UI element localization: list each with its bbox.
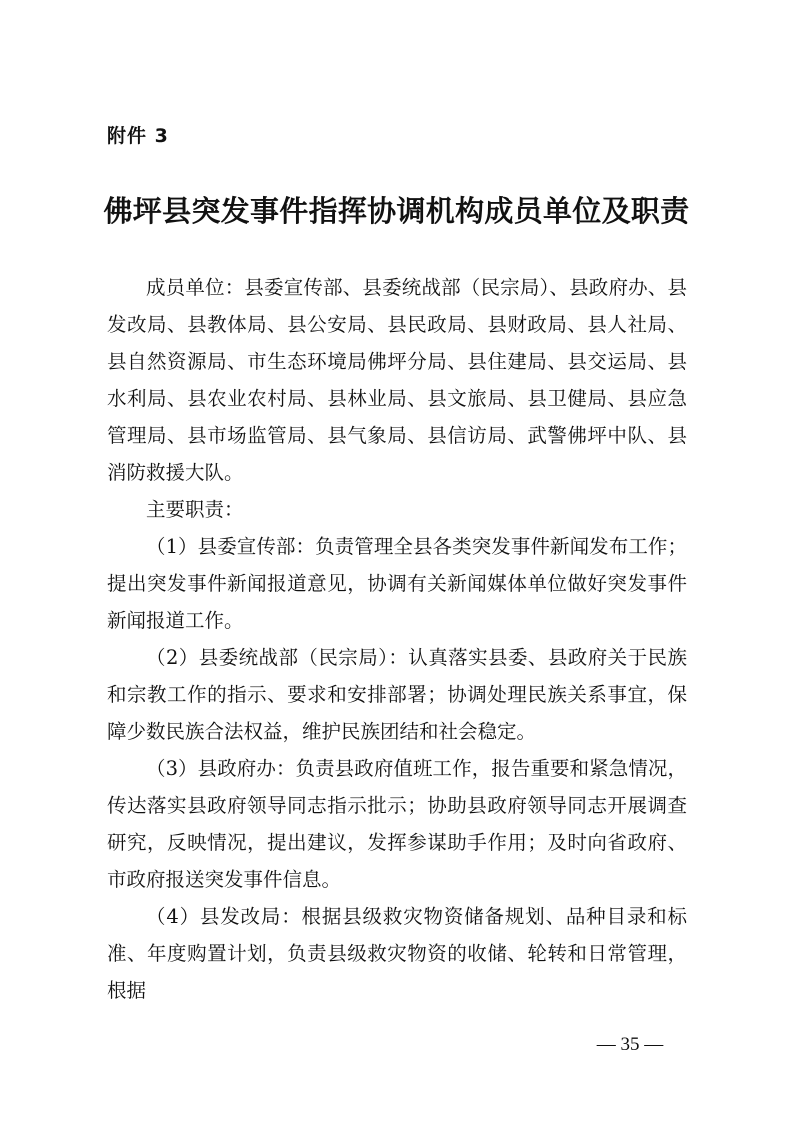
main-duties-heading: 主要职责：: [146, 498, 244, 521]
attachment-label: 附件 3: [107, 125, 169, 147]
page-number: — 35 —: [596, 1034, 664, 1055]
document-body: [107, 269, 687, 1009]
duty-paragraph-3: （3）县政府办：负责县政府值班工作，报告重要和紧急情况，传达落实县政府领导同志指示批示；协助县政府领导同志开展调查研究，反映情况，提出建议，发挥参谋助手作用；及时向省政府、市政府报送突发事件信息。: [107, 757, 687, 891]
duty-paragraph-4: （4）县发改局：根据县级救灾物资储备规划、品种目录和标准、年度购置计划，负责县级救灾物资的收储、轮转和日常管理，根据: [107, 905, 687, 1002]
document-title: 佛坪县突发事件指挥协调机构成员单位及职责: [103, 194, 690, 228]
duty-paragraph-1: （1）县委宣传部：负责管理全县各类突发事件新闻发布工作；提出突发事件新闻报道意见，协调有关新闻媒体单位做好突发事件新闻报道工作。: [107, 535, 687, 632]
duty-paragraph-2: （2）县委统战部（民宗局）：认真落实县委、县政府关于民族和宗教工作的指示、要求和安排部署；协调处理民族关系事宜，保障少数民族合法权益，维护民族团结和社会稳定。: [107, 646, 687, 743]
member-units-paragraph: 成员单位：县委宣传部、县委统战部（民宗局）、县政府办、县发改局、县教体局、县公安局、县民政局、县财政局、县人社局、县自然资源局、市生态环境局佛坪分局、县住建局、县交运局、县水利局、县农业农村局、县林业局、县文旅局、县卫健局、县应急管理局、县市场监管局、县气象局、县信访局、武警佛坪中队、县消防救援大队。: [107, 276, 687, 484]
